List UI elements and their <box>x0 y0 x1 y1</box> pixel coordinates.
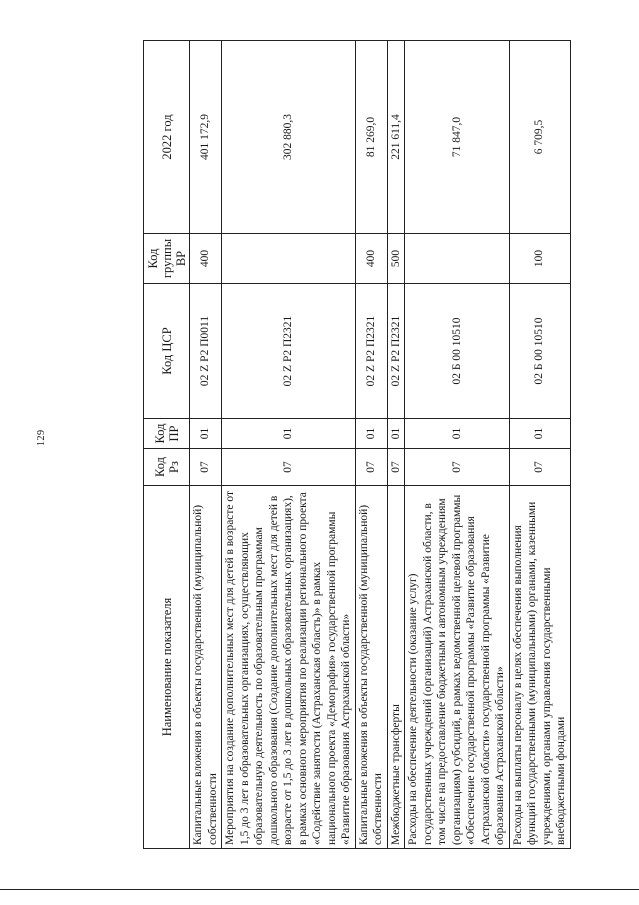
footer-rule <box>0 889 639 890</box>
row-name: Расходы на обеспечение деятельности (оказание услуг) государственных учреждений (организаций) Астраханской области, в том числе на предоставление бюджетным и автономным учреждениям (организациям) субсидий, в рамках ведомственной целевой программы «Обеспечение государственной программы «Развитие образования Астраханской области» государственной программы «Развитие образования Астраханской области» <box>405 486 510 849</box>
row-rz: 07 <box>355 449 387 486</box>
row-name: Межбюджетные трансферты <box>387 486 405 849</box>
row-csr: 02 Б 00 10510 <box>509 284 570 419</box>
header-year: 2022 год <box>144 41 190 234</box>
row-csr: 02 Б 00 10510 <box>405 284 510 419</box>
row-csr: 02 Z P2 П2321 <box>222 284 356 419</box>
row-vr: 400 <box>190 234 222 284</box>
table-row <box>387 41 405 849</box>
table-row <box>355 41 387 849</box>
row-amount: 81 269,0 <box>355 41 387 234</box>
row-csr: 02 Z P2 П2321 <box>355 284 387 419</box>
row-csr: 02 Z P2 П2321 <box>387 284 405 419</box>
row-amount: 221 611,4 <box>387 41 405 234</box>
budget-table-rotated <box>143 41 567 849</box>
row-amount: 302 880,3 <box>222 41 356 234</box>
header-pr: Код ПР <box>144 419 190 449</box>
header-rz: Код Рз <box>144 449 190 486</box>
row-rz: 07 <box>190 449 222 486</box>
row-vr: 100 <box>509 234 570 284</box>
row-pr: 01 <box>405 419 510 449</box>
row-pr: 01 <box>355 419 387 449</box>
row-rz: 07 <box>222 449 356 486</box>
budget-table <box>143 40 571 849</box>
row-csr: 02 Z P2 П0011 <box>190 284 222 419</box>
page-number: 129 <box>36 429 47 446</box>
table-row <box>405 41 510 849</box>
row-rz: 07 <box>509 449 570 486</box>
table-row <box>190 41 222 849</box>
header-csr: Код ЦСР <box>144 284 190 419</box>
row-rz: 07 <box>387 449 405 486</box>
row-pr: 01 <box>509 419 570 449</box>
row-name: Расходы на выплаты персоналу в целях обеспечения выполнения функций государственными (муниципальными) органами, казенными учреждениями, органами управления государственными внебюджетными фондами <box>509 486 570 849</box>
row-rz: 07 <box>405 449 510 486</box>
row-pr: 01 <box>387 419 405 449</box>
row-name: Капитальные вложения в объекты государственной (муниципальной) собственности <box>355 486 387 849</box>
header-name: Наименование показателя <box>144 486 190 849</box>
row-vr: 500 <box>387 234 405 284</box>
row-name: Мероприятия на создание дополнительных мест для детей в возрасте от 1,5 до 3 лет в образовательных организациях, осуществляющих образовательную деятельность по образовательным программам дошкольного образования (Создание дополнительных мест для детей в возрасте от 1,5 до 3 лет в дошкольных образовательных организациях), в рамках основного мероприятия по реализации регионального проекта «Содействие занятости (Астраханская область)» в рамках национального проекта «Демография» государственной программы «Развитие образования Астраханской области» <box>222 486 356 849</box>
row-pr: 01 <box>190 419 222 449</box>
row-vr: 400 <box>355 234 387 284</box>
row-amount: 6 709,5 <box>509 41 570 234</box>
table-row <box>509 41 570 849</box>
header-vr: Код группы ВР <box>144 234 190 284</box>
row-vr <box>405 234 510 284</box>
row-vr <box>222 234 356 284</box>
table-header-row <box>144 41 190 849</box>
row-amount: 401 172,9 <box>190 41 222 234</box>
table-row <box>222 41 356 849</box>
row-name: Капитальные вложения в объекты государственной (муниципальной) собственности <box>190 486 222 849</box>
row-pr: 01 <box>222 419 356 449</box>
row-amount: 71 847,0 <box>405 41 510 234</box>
